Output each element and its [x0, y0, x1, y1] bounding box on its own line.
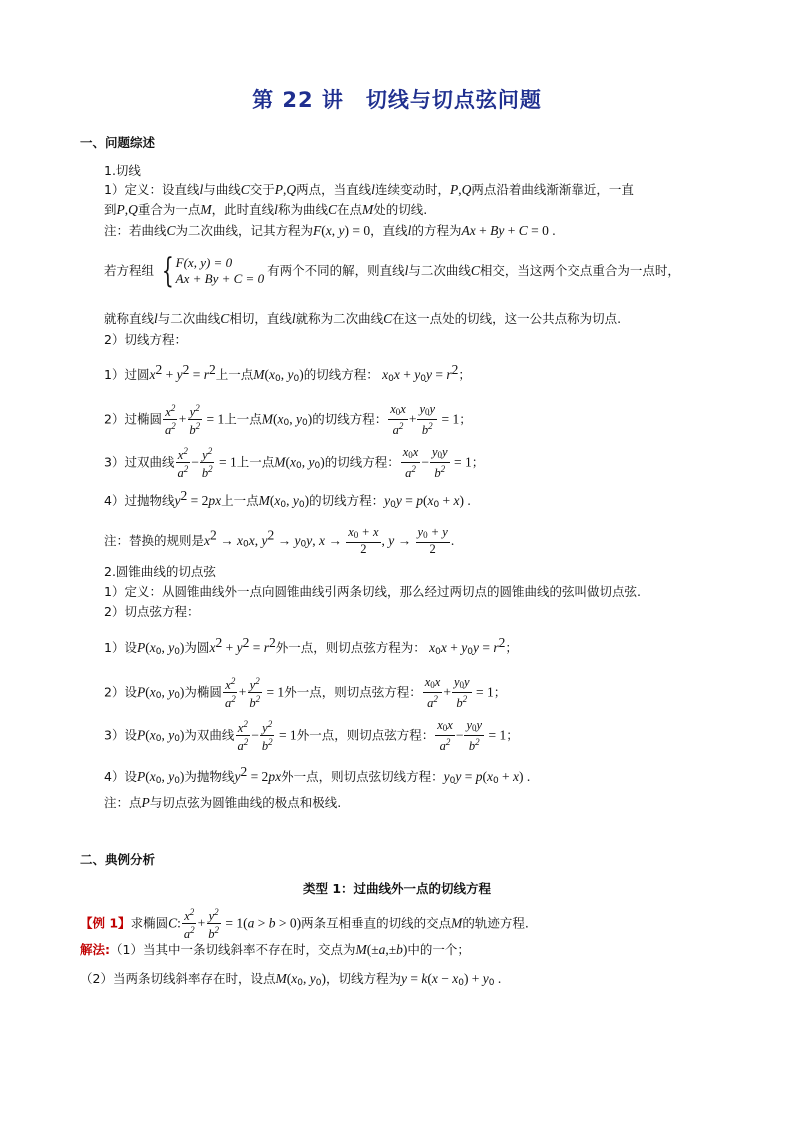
example-1-statement: 【例 1】求椭圆C: $\frac{x^2}{a^2}$ + $\frac{y^2}{b^2}$ = 1(a > b > 0)两条互相垂直的切线的交点M的轨迹方程. [80, 907, 529, 941]
section-heading-examples: 二、典例分析 [80, 852, 156, 867]
tangent-note-line: 注：若曲线C为二次曲线，记其方程为F(x, y) = 0，直线l的方程为Ax + By + C = 0 . [104, 223, 556, 238]
chord-parabola-line: 4）设$P(x_0$, $y_0$)为抛物线$y^2 = 2px$外一点，则切点弦切线方程：$y_0y = p(x_0 + x)$ . [104, 764, 531, 786]
chord-ellipse-line: 2）设$P(x_0$, $y_0$)为椭圆 $\frac{x^2}{a^2}$ + $\frac{y^2}{b^2}$ = 1外一点，则切点弦方程： $\frac{x_0x}{a^2}$ + $\frac{y_0y}{b^2}$ = 1； [104, 674, 507, 710]
section-heading-overview: 一、问题综述 [80, 135, 156, 150]
equation-system-line: 若方程组 { F(x, y) = 0 Ax + By + C = 0 有两个不同的解，则直线l与二次曲线C相交，当这两个交点重合为一点时， [104, 251, 680, 291]
tangent-definition-line2: 到P,Q重合为一点M，此时直线l称为曲线C在点M处的切线. [104, 202, 428, 217]
equation-system: { F(x, y) = 0 Ax + By + C = 0 [161, 251, 265, 291]
subsection-tangent-heading: 1.切线 [104, 163, 141, 178]
example-type-heading: 类型 1：过曲线外一点的切线方程 [302, 881, 492, 896]
chord-hyperbola-line: 3）设$P(x_0$, $y_0$)为双曲线 $\frac{x^2}{a^2}$ − $\frac{y^2}{b^2}$ = 1外一点，则切点弦方程： $\frac{x_0x}{a^2}$ − $\frac{y_0y}{b^2}$ = 1； [104, 717, 519, 753]
tangent-ellipse-line: 2）过椭圆 $\frac{x^2}{a^2}$ + $\frac{y^2}{b^2}$ = 1上一点$M(x_0$, $y_0$)的切线方程： $\frac{x_0x}{a^2}$ + $\frac{y_0y}{b^2}$ = 1； [104, 401, 472, 437]
chord-equations-heading: 2）切点弦方程： [104, 604, 200, 619]
subsection-chord-heading: 2.圆锥曲线的切点弦 [104, 564, 216, 579]
tangent-definition-line1: 1）定义：设直线l与曲线C交于P,Q两点，当直线l连续变动时，P,Q两点沿着曲线渐渐靠近，一直 [104, 182, 634, 197]
tangent-definition-conclusion: 就称直线l与二次曲线C相切，直线l就称为二次曲线C在这一点处的切线，这一公共点称为切点. [104, 311, 622, 326]
chord-circle-line: 1）设$P(x_0$, $y_0$)为圆$x^2 + y^2 = r^2$外一点，则切点弦方程为： $x_0x + y_0y = r^2$； [104, 635, 518, 657]
page-title: 第 22 讲 切线与切点弦问题 [252, 88, 542, 112]
replacement-rule-line: 注：替换的规则是$x^2 \to x_0x$, $y^2 \to y_0y$, x → $\frac{x_0 + x}{2}$ , y → $\frac{y_0 + y}{2}$ . [104, 525, 455, 556]
tangent-circle-line: 1）过圆$x^2 + y^2 = r^2$上一点$M(x_0$, $y_0$)的切线方程： $x_0x + y_0y = r^2$； [104, 362, 471, 384]
chord-definition-line: 1）定义：从圆锥曲线外一点向圆锥曲线引两条切线，那么经过两切点的圆锥曲线的弦叫做切点弦. [104, 584, 641, 599]
tangent-equations-heading: 2）切线方程： [104, 332, 187, 347]
solution-step-1: 解法:（1）当其中一条切线斜率不存在时，交点为M(±a,±b)中的一个； [80, 942, 470, 957]
tangent-parabola-line: 4）过抛物线$y^2 = 2px$上一点$M(x_0$, $y_0$)的切线方程：$y_0y = p(x_0 + x)$ . [104, 488, 471, 510]
solution-step-2: （2）当两条切线斜率存在时，设点$M(x_0$, $y_0$)，切线方程为$y = k(x - x_0) + y_0$ . [80, 971, 502, 988]
tangent-hyperbola-line: 3）过双曲线 $\frac{x^2}{a^2}$ − $\frac{y^2}{b^2}$ = 1上一点$M(x_0$, $y_0$)的切线方程： $\frac{x_0x}{a^2}$ − $\frac{y_0y}{b^2}$ = 1； [104, 444, 485, 480]
pole-polar-note: 注：点P与切点弦为圆锥曲线的极点和极线. [104, 795, 342, 810]
